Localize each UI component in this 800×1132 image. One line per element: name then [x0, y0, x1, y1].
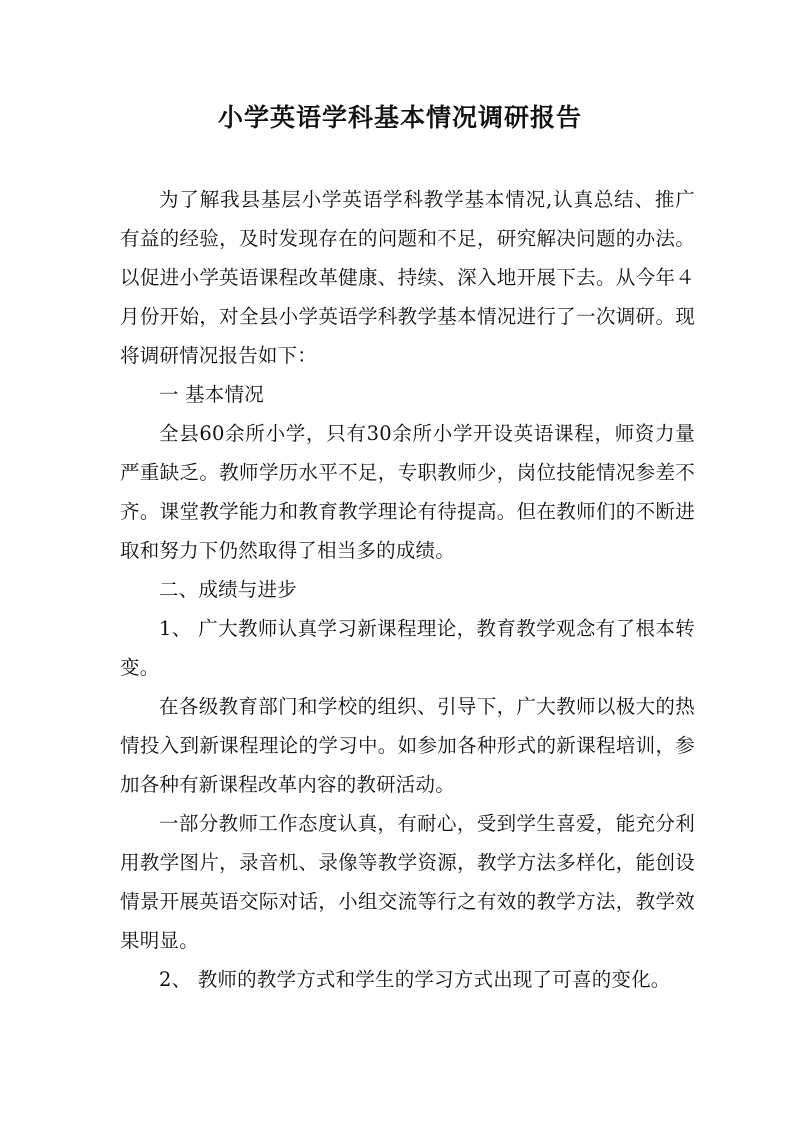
- paragraph-intro: 为了解我县基层小学英语学科教学基本情况,认真总结、推广有益的经验，及时发现存在的问题和不足，研究解决问题的办法。以促进小学英语课程改革健康、持续、深入地开展下去。从今年４月份开始，对全县小学英语学科教学基本情况进行了一次调研。现将调研情况报告如下：: [120, 188, 695, 367]
- document-title: 小学英语学科基本情况调研报告: [217, 103, 582, 132]
- heading-achievements: 二、成绩与进步: [159, 578, 297, 601]
- paragraph-point-1: 1、 广大教师认真学习新课程理论，教育教学观念有了根本转变。: [120, 617, 695, 679]
- document-body: [120, 180, 695, 999]
- paragraph-point-2: 2、 教师的教学方式和学生的学习方式出现了可喜的变化。: [159, 968, 671, 991]
- heading-basic-situation: 一 基本情况: [159, 383, 264, 406]
- paragraph-teaching-attitude: 一部分教师工作态度认真，有耐心，受到学生喜爱，能充分利用教学图片，录音机、录像等教学资源，教学方法多样化，能创设情景开展英语交际对话，小组交流等行之有效的教学方法，教学效果明显。: [120, 812, 695, 952]
- paragraph-training: 在各级教育部门和学校的组织、引导下，广大教师以极大的热情投入到新课程理论的学习中。如参加各种形式的新课程培训，参加各种有新课程改革内容的教研活动。: [120, 695, 695, 796]
- paragraph-basic-situation: 全县60余所小学，只有30余所小学开设英语课程，师资力量严重缺乏。教师学历水平不足，专职教师少，岗位技能情况参差不齐。课堂教学能力和教育教学理论有待提高。但在教师们的不断进取和努力下仍然取得了相当多的成绩。: [120, 422, 695, 562]
